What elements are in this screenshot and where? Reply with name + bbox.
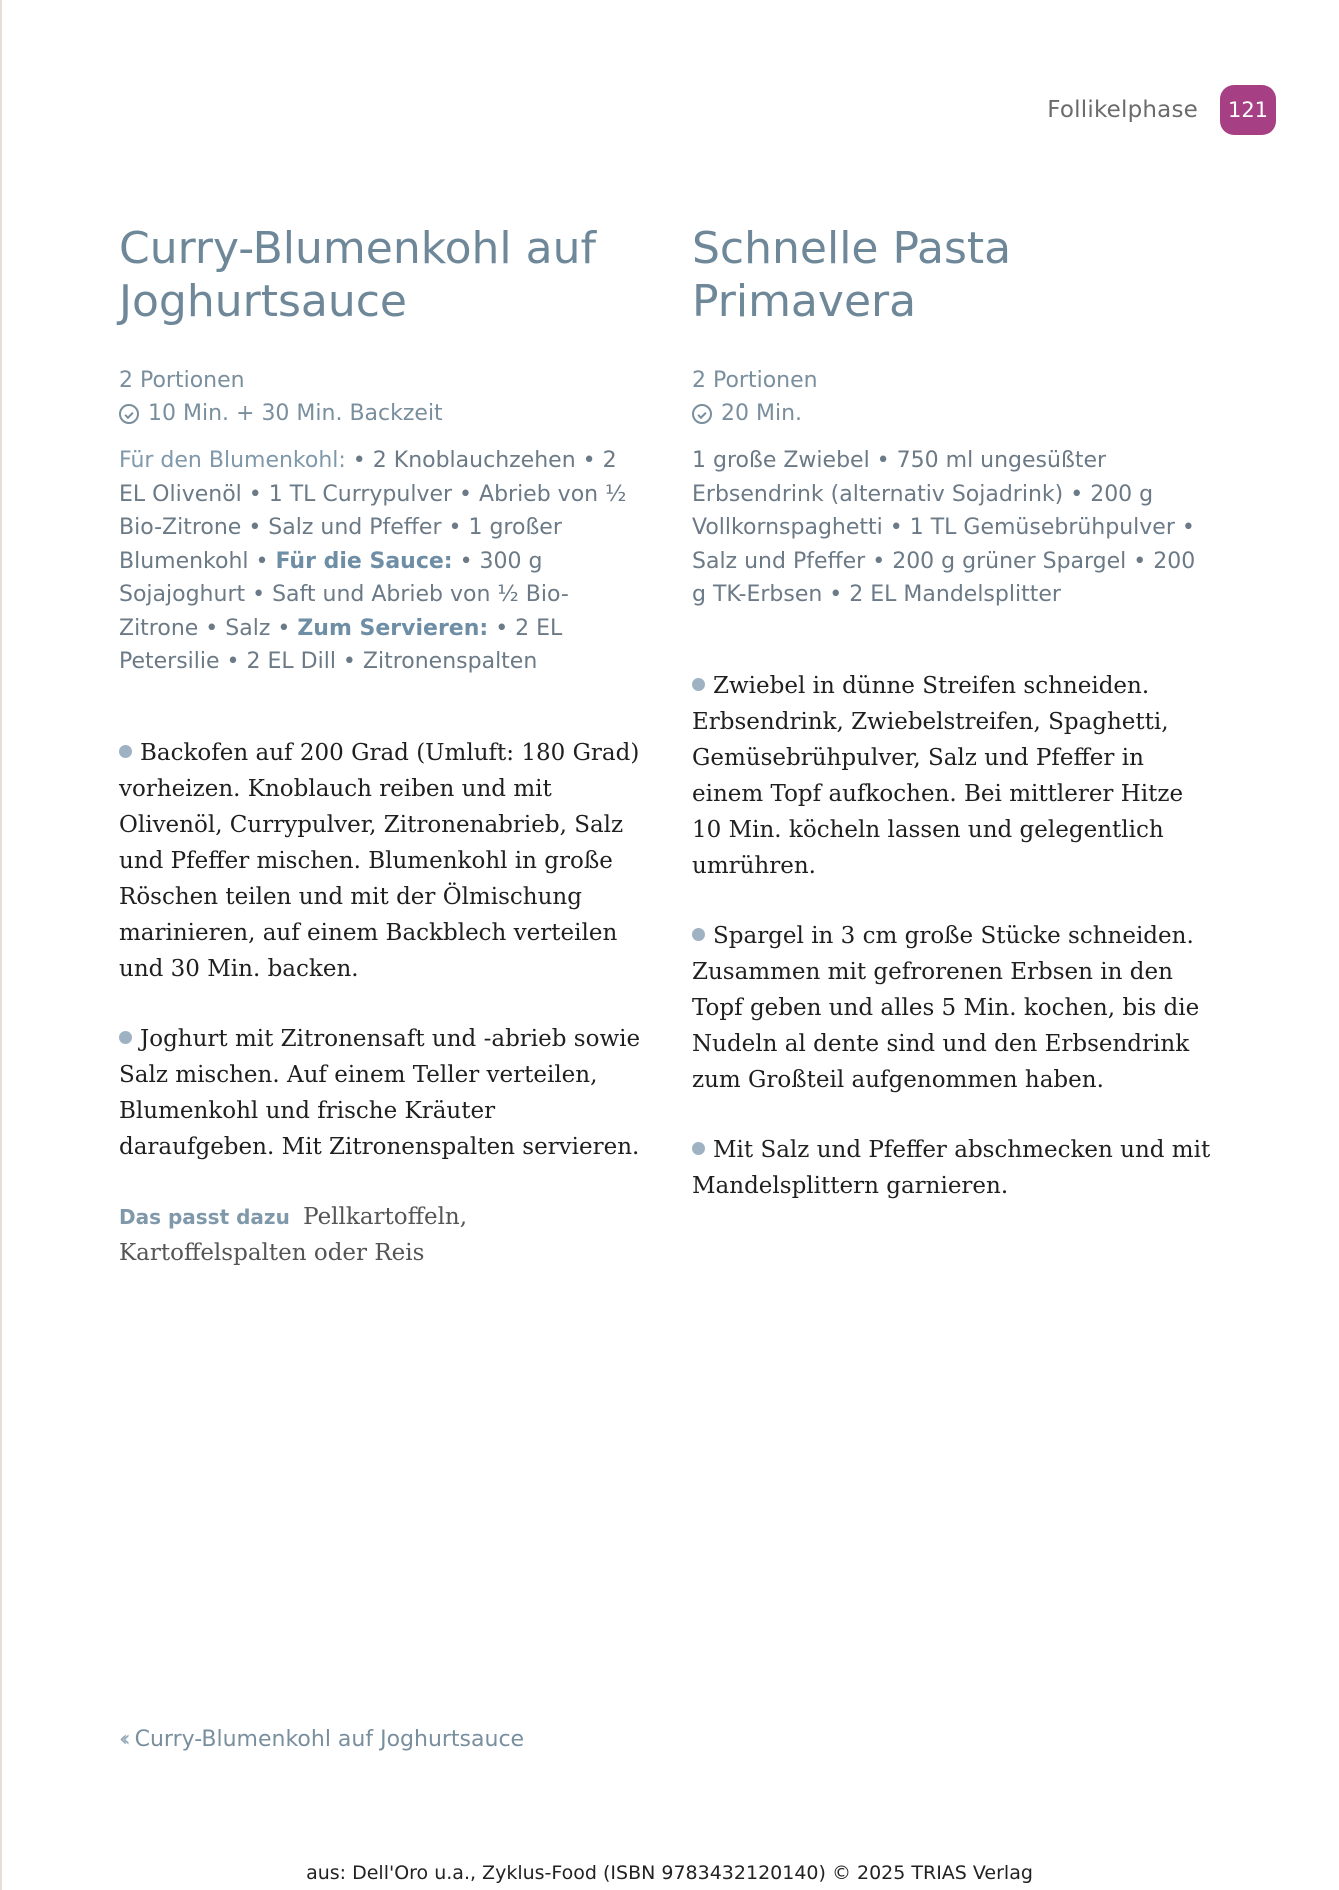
instruction-text: Backofen auf 200 Grad (Umluft: 180 Grad) vorheizen. Knoblauch reiben und mit Olivenöl, Currypulver, Zitronenabrieb, Salz und Pfeffer mischen. Blumenkohl in große Röschen teilen und mit der Ölmischung marinieren, auf einem Backblech verteilen und 30 Min. backen. [119,739,640,982]
double-chevron-left-icon: ‹‹ [119,1727,125,1752]
portions: 2 Portionen [119,368,245,393]
back-link-label: Curry-Blumenkohl auf Joghurtsauce [134,1727,525,1752]
ingredient-group-label: Für die Sauce: [275,548,453,574]
ingredients-list [119,444,642,679]
page-number-badge: 121 [1220,85,1276,135]
pairing-tip [119,1199,642,1271]
ingredient-group-label: Für den Blumenkohl: [119,448,346,473]
instructions [119,735,642,1165]
instructions [692,668,1215,1204]
clock-icon [692,404,712,424]
prep-time-text: 20 Min. [721,401,803,426]
instruction-text: Joghurt mit Zitronensaft und -abrieb sowie Salz mischen. Auf einem Teller verteilen, Blumenkohl und frische Kräuter daraufgeben. Mit Zitronenspalten servieren. [119,1025,641,1160]
prep-time-text: 10 Min. + 30 Min. Backzeit [148,401,443,426]
instruction-text: Spargel in 3 cm große Stücke schneiden. Zusammen mit gefrorenen Erbsen in den Topf geben und alles 5 Min. kochen, bis die Nudeln al dente sind und den Erbsendrink zum Großteil aufgenommen haben. [692,922,1200,1093]
recipe-meta [119,364,642,430]
ingredient-items: • 2 EL Petersilie • 2 EL Dill • Zitronenspalten [119,615,563,674]
bullet-icon [119,745,132,758]
page-edge [0,0,2,1890]
instruction-step [119,1021,642,1165]
source-citation: aus: Dell'Oro u.a., Zyklus-Food (ISBN 9783432120140) © 2025 TRIAS Verlag [306,1862,1033,1884]
back-link[interactable] [119,1727,524,1752]
recipe-title-line1: Curry-Blumenkohl auf [119,223,596,274]
recipe-title-line2: Joghurtsauce [119,276,407,327]
recipe-meta [692,364,1215,430]
bullet-icon [692,678,705,691]
clock-icon [119,404,139,424]
pairing-text: Pellkartoffeln, Kartoffelspalten oder Reis [119,1203,468,1266]
bullet-icon [692,1142,705,1155]
ingredient-items: • 2 Knoblauchzehen • 2 EL Olivenöl • 1 TL Currypulver • Abrieb von ½ Bio-Zitrone • Salz und Pfeffer • 1 großer Blumenkohl • [119,448,627,574]
instruction-step [119,735,642,987]
prep-time [119,397,642,430]
bullet-icon [692,928,705,941]
portions: 2 Portionen [692,368,818,393]
instruction-text: Zwiebel in dünne Streifen schneiden. Erbsendrink, Zwiebelstreifen, Spaghetti, Gemüsebrühpulver, Salz und Pfeffer in einem Topf aufkochen. Bei mittlerer Hitze 10 Min. köcheln lassen und gelegentlich umrühren. [692,672,1184,879]
recipe-title-line2: Primavera [692,276,917,327]
ingredients-list: 1 große Zwiebel • 750 ml ungesüßter Erbsendrink (alternativ Sojadrink) • 200 g Vollkornspaghetti • 1 TL Gemüsebrühpulver • Salz und Pfeffer • 200 g grüner Spargel • 200 g TK-Erbsen • 2 EL Mandelsplitter [692,448,1196,607]
running-header [1047,85,1276,135]
ingredient-items: • 300 g Sojajoghurt • Saft und Abrieb von ½ Bio-Zitrone • Salz • [119,548,569,641]
section-title: Follikelphase [1047,97,1198,123]
prep-time [692,397,1215,430]
instruction-text: Mit Salz und Pfeffer abschmecken und mit Mandelsplittern garnieren. [692,1136,1211,1199]
recipe-pasta-primavera [692,222,1215,1238]
instruction-step [692,918,1215,1098]
recipe-title [119,222,642,328]
recipe-title-line1: Schnelle Pasta [692,223,1012,274]
instruction-step [692,1132,1215,1204]
bullet-icon [119,1031,132,1044]
ingredient-group-label: Zum Servieren: [297,615,489,641]
pairing-label: Das passt dazu [119,1204,290,1229]
recipe-curry-blumenkohl [119,222,642,1271]
recipe-title [692,222,1215,328]
instruction-step [692,668,1215,884]
